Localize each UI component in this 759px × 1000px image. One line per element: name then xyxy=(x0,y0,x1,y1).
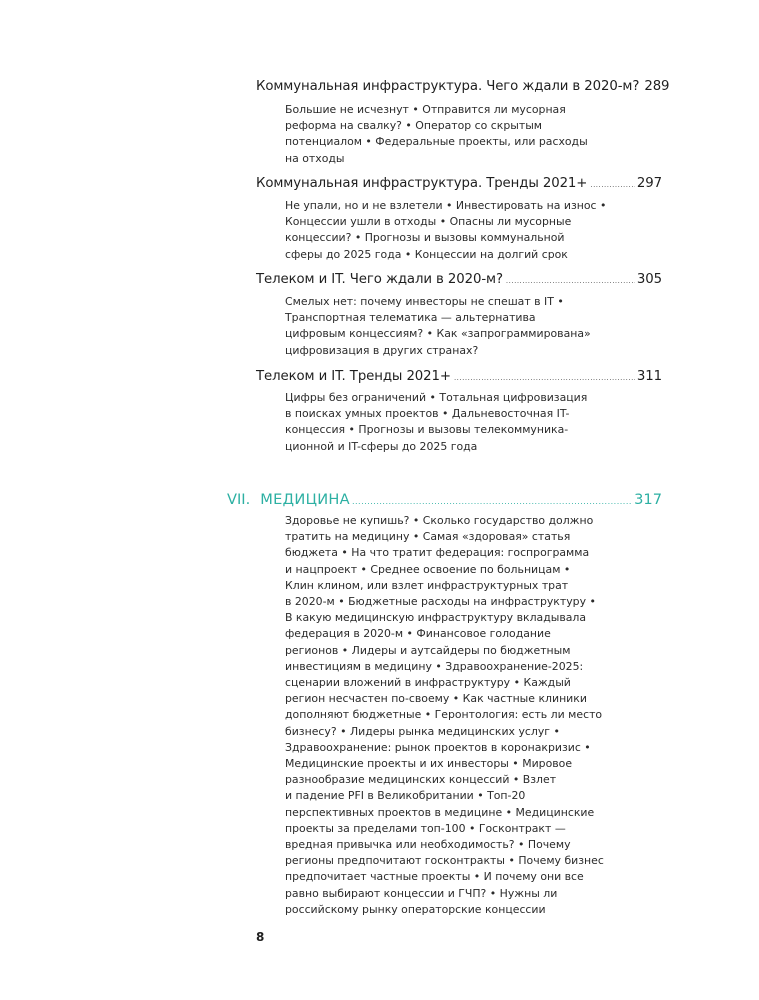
toc-entry-page-number: 305 xyxy=(636,272,662,287)
description-line: перспективных проектов в медицине • Медицинские xyxy=(285,805,595,819)
chapter-number: VII. xyxy=(227,491,251,508)
chapter-page-number: 317 xyxy=(634,491,662,508)
description-line: инвестициям в медицину • Здравоохранение-2025: xyxy=(285,659,584,673)
chapter-description xyxy=(285,513,604,918)
description-line: в 2020-м • Бюджетные расходы на инфраструктуру • xyxy=(285,595,596,609)
description-line: Цифры без ограничений • Тотальная цифровизация xyxy=(285,391,588,404)
toc-entry-title: Телеком и IT. Чего ждали в 2020-м? xyxy=(256,272,503,287)
description-line: на отходы xyxy=(285,151,345,165)
description-line: потенциалом • Федеральные проекты, или расходы xyxy=(285,135,588,149)
description-line: цифровым концессиям? • Как «запрограммирована» xyxy=(285,327,591,341)
dot-leader xyxy=(352,497,632,506)
toc-entry-page-number: 311 xyxy=(636,369,662,384)
description-line: бизнесу? • Лидеры рынка медицинских услуг • xyxy=(285,724,560,738)
description-line: и падение PFI в Великобритании • Топ-20 xyxy=(285,789,526,803)
description-line: цифровизация в других странах? xyxy=(285,343,479,357)
chapter-title: МЕДИЦИНА xyxy=(260,491,350,508)
toc-entry-title-row[interactable] xyxy=(256,272,662,287)
description-line: Клин клином, или взлет инфраструктурных трат xyxy=(285,578,569,592)
description-line: Транспортная телематика — альтернатива xyxy=(285,311,536,325)
description-line: тратить на медицину • Самая «здоровая» статья xyxy=(285,530,571,544)
page-number: 8 xyxy=(256,930,265,944)
description-line: российскому рынку операторские концессии xyxy=(285,902,546,916)
description-line: Здравоохранение: рынок проектов в коронакризис • xyxy=(285,740,591,754)
description-line: концессия • Прогнозы и вызовы телекоммуника- xyxy=(285,423,569,437)
description-line: предпочитает частные проекты • И почему они все xyxy=(285,870,584,884)
description-line: федерация в 2020-м • Финансовое голодание xyxy=(285,627,551,641)
description-line: Концессии ушли в отходы • Опасны ли мусорные xyxy=(285,215,572,229)
description-line: Смелых нет: почему инвесторы не спешат в IT • xyxy=(285,295,564,308)
description-line: регионов • Лидеры и аутсайдеры по бюджетным xyxy=(285,643,571,657)
description-line: Не упали, но и не взлетели • Инвестировать на износ • xyxy=(285,199,607,212)
description-line: сферы до 2025 года • Концессии на долгий срок xyxy=(285,247,568,261)
description-line: реформа на свалку? • Оператор со скрытым xyxy=(285,119,543,133)
toc-entry-description xyxy=(285,294,595,359)
dot-leader xyxy=(590,181,635,189)
toc-entry-description xyxy=(285,102,595,167)
description-line: Здоровье не купишь? • Сколько государство должно xyxy=(285,514,594,527)
toc-entry-title: Коммунальная инфраструктура. Тренды 2021+ xyxy=(256,176,588,191)
description-line: равно выбирают концессии и ГЧП? • Нужны ли xyxy=(285,886,558,900)
description-line: регионы предпочитают госконтракты • Почему бизнес xyxy=(285,854,604,868)
toc-entry-title: Коммунальная инфраструктура. Чего ждали в 2020-м? xyxy=(256,79,640,94)
description-line: В какую медицинскую инфраструктуру вкладывала xyxy=(285,611,587,625)
toc-entry-page-number: 297 xyxy=(636,176,662,191)
description-line: дополняют бюджетные • Геронтология: есть ли место xyxy=(285,708,603,722)
description-line: концессии? • Прогнозы и вызовы коммунальной xyxy=(285,231,565,245)
description-line: разнообразие медицинских концессий • Взлет xyxy=(285,773,557,787)
toc-entry-description xyxy=(285,390,595,455)
description-line: ционной и IT-сферы до 2025 года xyxy=(285,439,478,453)
description-line: и нацпроект • Среднее освоение по больницам • xyxy=(285,562,571,576)
toc-entry-title-row[interactable] xyxy=(256,369,662,384)
toc-entry-description xyxy=(285,198,607,263)
description-line: проекты за пределами топ-100 • Госконтракт — xyxy=(285,821,566,835)
toc-entry-page-number: 289 xyxy=(644,79,670,94)
description-line: регион несчастен по-своему • Как частные клиники xyxy=(285,692,587,706)
description-line: Большие не исчезнут • Отправится ли мусорная xyxy=(285,103,566,116)
description-line: в поисках умных проектов • Дальневосточная IT- xyxy=(285,407,570,421)
description-line: сценарии вложений в инфраструктуру • Каждый xyxy=(285,676,571,690)
dot-leader xyxy=(506,277,635,285)
toc-entry-title-row[interactable] xyxy=(256,176,662,191)
description-line: бюджета • На что тратит федерация: госпрограмма xyxy=(285,546,590,560)
toc-entry-title: Телеком и IT. Тренды 2021+ xyxy=(256,369,451,384)
chapter-heading-row[interactable] xyxy=(227,491,662,508)
description-line: Медицинские проекты и их инвесторы • Мировое xyxy=(285,757,573,771)
description-line: вредная привычка или необходимость? • Почему xyxy=(285,838,571,852)
dot-leader xyxy=(454,374,635,382)
toc-entry-title-row[interactable] xyxy=(256,79,670,94)
